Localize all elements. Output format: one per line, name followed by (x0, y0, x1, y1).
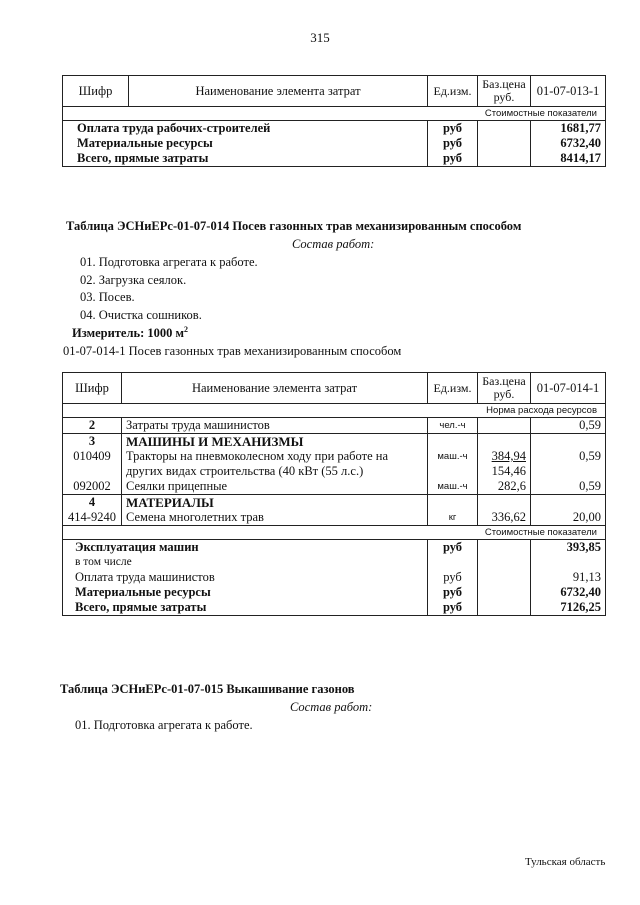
section-title: Таблица ЭСНиЕРс-01-07-015 Выкашивание газонов (60, 682, 355, 696)
row-value: 393,85 (531, 540, 606, 556)
empty-cell (428, 434, 478, 450)
subheader-row (63, 526, 606, 540)
empty-cell (531, 434, 606, 450)
empty-cell (428, 495, 478, 511)
row-unit: руб (428, 121, 478, 137)
table-row (63, 418, 606, 434)
header-base-price-line2: руб. (493, 90, 515, 104)
group-heading-materials: МАТЕРИАЛЫ (122, 495, 428, 511)
row-code: 010409 (63, 449, 122, 479)
header-unit: Ед.изм. (428, 373, 478, 404)
row-price (478, 121, 531, 137)
row-value: 7126,25 (531, 600, 606, 616)
row-value: 0,59 (531, 479, 606, 495)
table-row (63, 136, 606, 151)
cost-indicators-label: Стоимостные показатели (63, 526, 606, 540)
work-item: 01. Подготовка агрегата к работе. (75, 718, 253, 732)
table-row (63, 570, 606, 585)
row-name: Эксплуатация машин (63, 540, 428, 556)
subheader-row (63, 404, 606, 418)
row-price (478, 151, 531, 167)
table-01-07-013 (62, 75, 606, 167)
header-base-price-line1: Баз.цена (482, 77, 526, 91)
row-price (478, 555, 531, 570)
row-value: 20,00 (531, 510, 606, 526)
row-unit: маш.-ч (428, 449, 478, 479)
row-value: 0,59 (531, 418, 606, 434)
row-value: 6732,40 (531, 136, 606, 151)
table-row (63, 600, 606, 616)
row-name: Семена многолетних трав (122, 510, 428, 526)
header-norm-code: 01-07-014-1 (531, 373, 606, 404)
work-item: 03. Посев. (80, 290, 135, 304)
header-base-price (478, 373, 531, 404)
resource-norm-label: Норма расхода ресурсов (63, 404, 606, 418)
table-row (63, 585, 606, 600)
norm-line: 01-07-014-1 Посев газонных трав механизированным способом (63, 344, 402, 358)
row-value: 0,59 (531, 449, 606, 479)
row-value: 1681,77 (531, 121, 606, 137)
work-item: 04. Очистка сошников. (80, 308, 202, 322)
row-unit: чел.-ч (428, 418, 478, 434)
row-unit: кг (428, 510, 478, 526)
row-price (478, 585, 531, 600)
row-value (531, 555, 606, 570)
row-name: Сеялки прицепные (122, 479, 428, 495)
work-composition-heading: Состав работ: (290, 700, 373, 714)
table-row (63, 555, 606, 570)
row-unit: руб (428, 540, 478, 556)
row-name: Оплата труда рабочих-строителей (63, 121, 428, 137)
header-norm-code: 01-07-013-1 (531, 76, 606, 107)
table-row (63, 121, 606, 137)
row-name: Оплата труда машинистов (63, 570, 428, 585)
table-row (63, 495, 606, 511)
row-price: 384,94 154,46 (478, 449, 531, 479)
row-unit (428, 555, 478, 570)
meter-label: Измеритель: 1000 $м^2$ (72, 325, 189, 341)
row-price (478, 540, 531, 556)
row-name: Материальные ресурсы (63, 136, 428, 151)
table-row (63, 479, 606, 495)
row-unit: руб (428, 136, 478, 151)
empty-cell (478, 434, 531, 450)
page-number: 315 (310, 30, 330, 45)
row-value: 6732,40 (531, 585, 606, 600)
row-price: 282,6 (478, 479, 531, 495)
row-price: 336,62 (478, 510, 531, 526)
row-unit: руб (428, 151, 478, 167)
work-composition-heading: Состав работ: (292, 237, 375, 251)
section-title: Таблица ЭСНиЕРс-01-07-014 Посев газонных трав механизированным способом (66, 219, 522, 233)
row-value: 8414,17 (531, 151, 606, 167)
table-header-row (63, 76, 606, 107)
table-header-row (63, 373, 606, 404)
empty-cell (531, 495, 606, 511)
table-row (63, 510, 606, 526)
header-unit: Ед.изм. (428, 76, 478, 107)
row-name: Всего, прямые затраты (63, 151, 428, 167)
header-base-price-line2: руб. (493, 387, 515, 401)
work-item: 02. Загрузка сеялок. (80, 273, 187, 287)
row-name: Тракторы на пневмоколесном ходу при работе на других видах строительства (40 кВт (55 л.с.) (122, 449, 428, 479)
header-base-price-line1: Баз.цена (482, 374, 526, 388)
row-price (478, 136, 531, 151)
row-price (478, 600, 531, 616)
row-price (478, 570, 531, 585)
row-unit: руб (428, 600, 478, 616)
row-price (478, 418, 531, 434)
row-unit: маш.-ч (428, 479, 478, 495)
row-unit: руб (428, 585, 478, 600)
subheader-row (63, 107, 606, 121)
cost-indicators-label: Стоимостные показатели (63, 107, 606, 121)
header-name: Наименование элемента затрат (122, 373, 428, 404)
row-name: Всего, прямые затраты (63, 600, 428, 616)
table-row (63, 434, 606, 450)
header-base-price (478, 76, 531, 107)
work-item: 01. Подготовка агрегата к работе. (80, 255, 258, 269)
row-unit: руб (428, 570, 478, 585)
row-value: 91,13 (531, 570, 606, 585)
row-name: в том числе (63, 555, 428, 570)
table-row (63, 449, 606, 479)
header-code: Шифр (63, 373, 122, 404)
row-code: 4 (63, 495, 122, 511)
table-row (63, 540, 606, 556)
header-name: Наименование элемента затрат (129, 76, 428, 107)
row-name: Материальные ресурсы (63, 585, 428, 600)
row-code: 092002 (63, 479, 122, 495)
empty-cell (478, 495, 531, 511)
group-heading-machines: МАШИНЫ И МЕХАНИЗМЫ (122, 434, 428, 450)
row-code: 414-9240 (63, 510, 122, 526)
table-row (63, 151, 606, 167)
table-01-07-014 (62, 372, 606, 616)
header-code: Шифр (63, 76, 129, 107)
row-name: Затраты труда машинистов (122, 418, 428, 434)
row-code: 3 (63, 434, 122, 450)
row-code: 2 (63, 418, 122, 434)
footer-region: Тульская область (525, 856, 606, 868)
